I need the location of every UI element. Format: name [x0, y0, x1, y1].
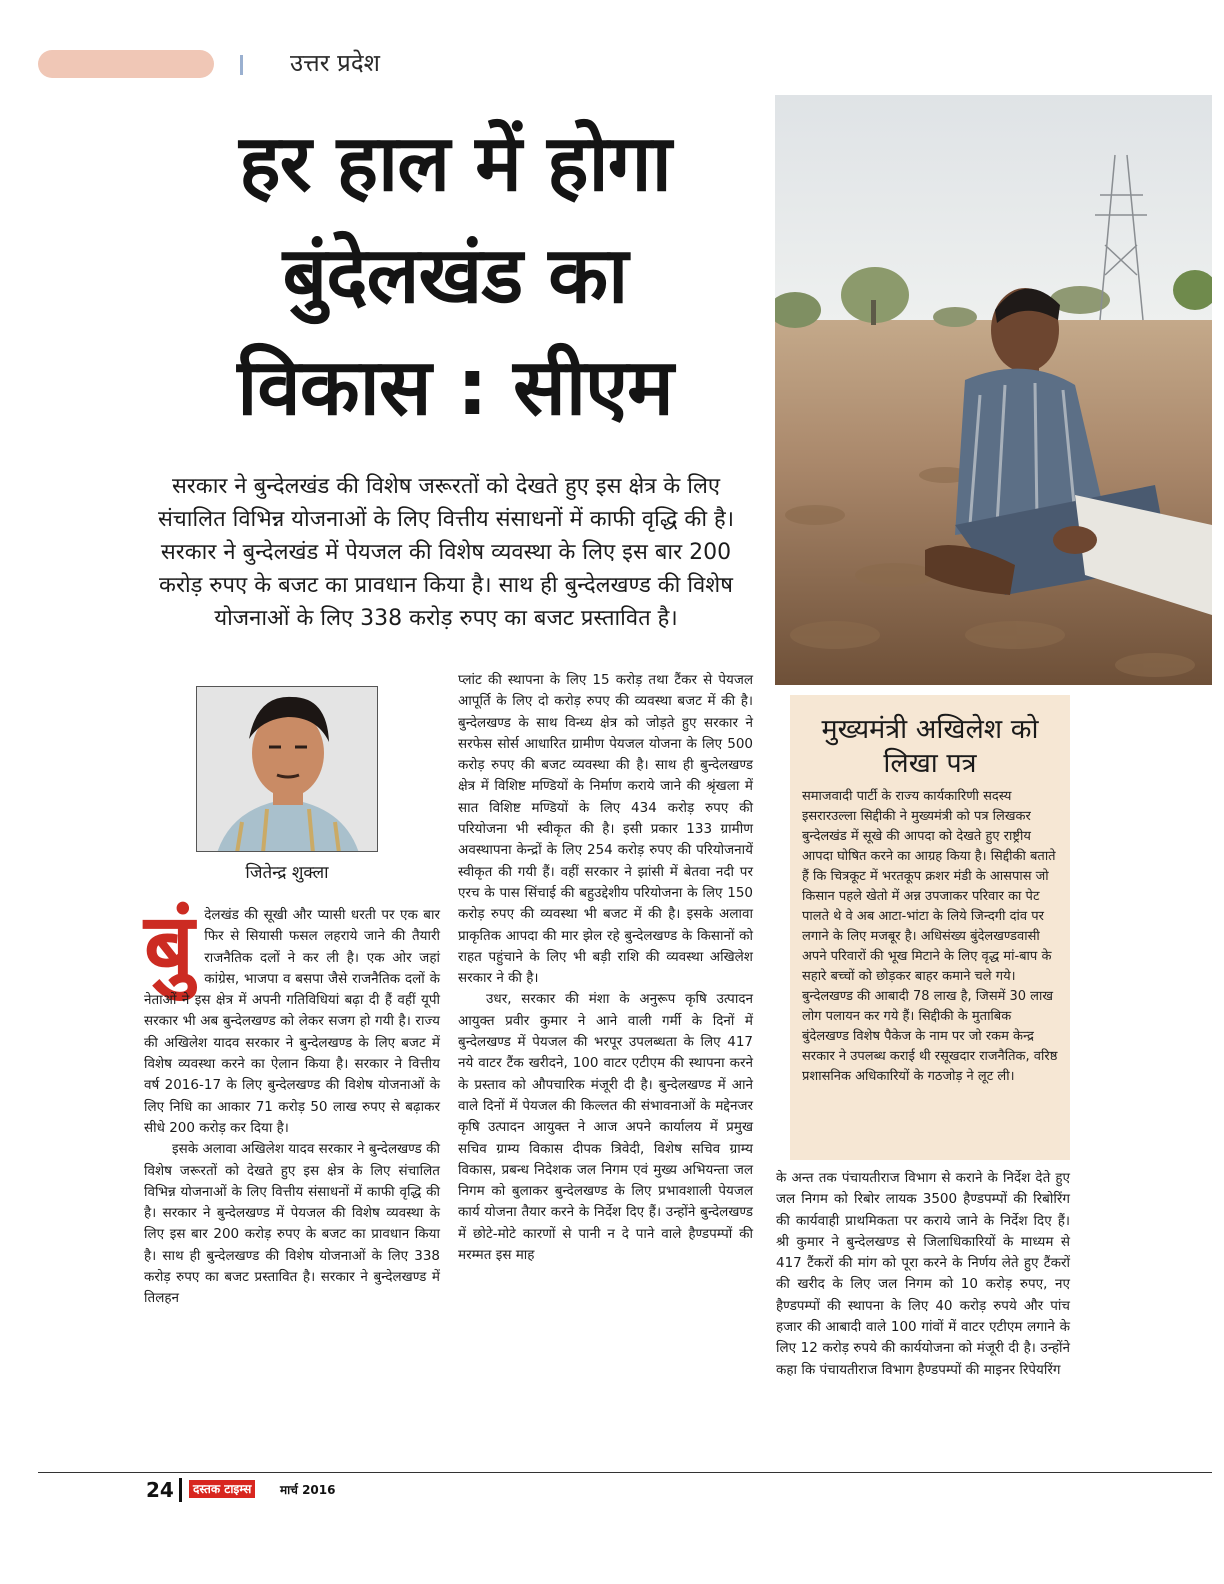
- headline: [140, 108, 770, 444]
- section-separator: [240, 55, 243, 75]
- sidebar-title: मुख्यमंत्री अखिलेश को लिखा पत्र: [821, 714, 1039, 779]
- headline-line-1: हर हाल में होगा: [239, 119, 671, 209]
- article-column-3: [776, 1168, 1070, 1381]
- drop-cap: बुं: [144, 894, 195, 997]
- article-paragraph: उधर, सरकार की मंशा के अनुरूप कृषि उत्पादन आयुक्त प्रवीर कुमार ने आने वाली गर्मी के दिनों में बुन्देलखण्ड में पेयजल की भरपूर उपलब्धता के लिए 417 नये वाटर टैंक खरीदने, 100 वाटर एटीएम की स्थापना करने के प्रस्ताव को औपचारिक मंजूरी दी है। बुन्देलखण्ड में आने वाले दिनों में पेयजल की किल्लत की संभावनाओं के मद्देनजर कृषि उत्पादन आयुक्त ने आज अपने कार्यालय में प्रमुख सचिव ग्राम्य विकास दीपक त्रिवेदी, विशेष सचिव ग्राम्य विकास, प्रबन्ध निदेशक जल निगम एवं मुख्य अभियन्ता जल निगम को बुलाकर बुन्देलखण्ड के लिए प्रभावशाली पेयजल कार्य योजना तैयार करने के निर्देश दिए हैं। उन्होंने बुन्देलखण्ड में छोटे-मोटे कारणों से पानी न दे पाने वाले हैण्डपम्पों की मरम्मत इस माह: [458, 991, 753, 1264]
- sidebar-box: [790, 695, 1070, 1160]
- footer-rule: [38, 1472, 1212, 1473]
- section-pill: [38, 50, 214, 78]
- article-paragraph: के अन्त तक पंचायतीराज विभाग से कराने के निर्देश देते हुए जल निगम को रिबोर लायक 3500 हैण्डपम्पों की रिबोरिंग की कार्यवाही प्राथमिकता पर कराये जाने के निर्देश दिए हैं। श्री कुमार ने बुन्देलखण्ड से जिलाधिकारियों के माध्यम से 417 टैंकरों की मांग को पूरा करने के निर्णय लेते हुए टैंकरों की खरीद के लिए जल निगम को 10 करोड़ रुपए, नए हैण्डपम्पों की स्थापना के लिए 40 करोड़ रुपये और पांच हजार की आबादी वाले 100 गांवों में वाटर एटीएम लगाने के लिए 12 करोड़ रुपये की कार्ययोजना को मंजूरी दी है। उन्होंने कहा कि पंचायतीराज विभाग हैण्डपम्पों की माइनर रिपेयरिंग: [776, 1170, 1070, 1378]
- sidebar-body: समाजवादी पार्टी के राज्य कार्यकारिणी सदस्य इसरारउल्ला सिद्दीकी ने मुख्यमंत्री को पत्र लिखकर बुन्देलखंड में सूखे की आपदा को देखते हुए राष्ट्रीय आपदा घोषित करने का आग्रह किया है। सिद्दीकी बताते हैं कि चित्रकूट में भरतकूप क्रशर मंडी के आसपास जो किसान पहले खेतो में अन्न उपजाकर परिवार का पेट पालते थे वे अब आटा-भांटा के लिये जिन्दगी दांव पर लगाने के लिए मजबूर है। अधिसंख्य बुंदेलखण्डवासी अपने परिवारों की भूख मिटाने के लिए वृद्ध मां-बाप के सहारे बच्चों को छोड़कर बाहर कमाने चले गये। बुन्देलखण्ड की आबादी 78 लाख है, जिसमें 30 लाख लोग पलायन कर गये हैं। सिद्दीकी के मुताबिक बुंदेलखण्ड विशेष पैकेज के नाम पर जो रकम केन्द्र सरकार ने उपलब्ध कराई थी रसूखदार राजनैतिक, वरिष्ठ प्रशासनिक अधिकारियों के गठजोड़ ने लूट ली।: [802, 789, 1058, 1084]
- author-name: जितेन्द्र शुक्ला: [245, 863, 329, 883]
- footer-divider: [179, 1478, 182, 1502]
- article-paragraph: इसके अलावा अखिलेश यादव सरकार ने बुन्देलखण्ड की विशेष जरूरतों को देखते हुए इस क्षेत्र के लिए संचालित विभिन्न योजनाओं के लिए वित्तीय संसाधनों में काफी वृद्धि की है। सरकार ने बुन्देलखण्ड में पेयजल की विशेष व्यवस्था के लिए इस बार 200 करोड़ रुपए के बजट का प्रावधान किया है। साथ ही बुन्देलखण्ड की विशेष योजनाओं के लिए 338 करोड़ रुपए का बजट प्रस्तावित है। सरकार ने बुन्देलखण्ड में तिलहन: [144, 1141, 440, 1307]
- article-paragraph: प्लांट की स्थापना के लिए 15 करोड़ तथा टैंकर से पेयजल आपूर्ति के लिए दो करोड़ रुपए की व्यवस्था बजट में की है। बुन्देलखण्ड के साथ विन्ध्य क्षेत्र को जोड़ते हुए सरकार ने सरफेस सोर्स आधारित ग्रामीण पेयजल योजना के लिए 500 करोड़ रुपए की बजट व्यवस्था की है। साथ ही बुन्देलखण्ड क्षेत्र में विशिष्ट मण्डियों के निर्माण कराये जाने की श्रृंखला में सात विशिष्ट मण्डियों के लिए 434 करोड़ रुपए की परियोजना भी स्वीकृत की है। इसी प्रकार 133 ग्रामीण अवस्थापना केन्द्रों के लिए 254 करोड़ रुपए की परियोजनायें स्वीकृत की गयी हैं। वहीं सरकार ने झांसी में बेतवा नदी पर एरच के पास सिंचाई की बहुउद्देशीय परियोजना के लिए 150 करोड़ रुपए की व्यवस्था भी बजट में की है। इसके अलावा प्राकृतिक आपदा की मार झेल रहे बुन्देलखण्ड के किसानों को राहत पहुंचाने के लिए भी बड़ी राशि की व्यवस्था अखिलेश सरकार ने की है।: [458, 672, 753, 987]
- article-column-1: [144, 894, 440, 1310]
- issue-date: मार्च 2016: [280, 1483, 336, 1497]
- headline-line-3: विकास : सीएम: [237, 343, 673, 433]
- article-deck: सरकार ने बुन्देलखंड की विशेष जरूरतों को देखते हुए इस क्षेत्र के लिए संचालित विभिन्न योजनाओं के लिए वित्तीय संसाधनों में काफी वृद्धि की है। सरकार ने बुन्देलखंड में पेयजल की विशेष व्यवस्था के लिए इस बार 200 करोड़ रुपए के बजट का प्रावधान किया है। साथ ही बुन्देलखण्ड की विशेष योजनाओं के लिए 338 करोड़ रुपए का बजट प्रस्तावित है।: [157, 474, 735, 631]
- author-photo: [196, 686, 378, 852]
- magazine-logo: दस्तक टाइम्स: [189, 1480, 255, 1498]
- farmer-photo: [775, 95, 1212, 685]
- page-number: 24: [146, 1478, 174, 1502]
- article-column-2: [458, 670, 753, 1266]
- article-paragraph: देलखंड की सूखी और प्यासी धरती पर एक बार फिर से सियासी फसल लहराये जाने की तैयारी राजनैतिक दलों ने कर ली है। एक ओर जहां कांग्रेस, भाजपा व बसपा जैसे राजनैतिक दलों के नेताओं ने इस क्षेत्र में अपनी गतिविधियां बढ़ा दी हैं वहीं यूपी सरकार भी अब बुन्देलखण्ड को लेकर सजग हो गयी है। राज्य की अखिलेश यादव सरकार ने बुन्देलखण्ड के लिए बजट में विशेष व्यवस्था करने का ऐलान किया है। सरकार ने वित्तीय वर्ष 2016-17 के लिए बुन्देलखण्ड की विशेष योजनाओं के लिए निधि का आकार 71 करोड़ 50 लाख रुपए से बढ़ाकर सीधे 200 करोड़ कर दिया है।: [144, 907, 440, 1136]
- section-label: उत्तर प्रदेश: [290, 49, 380, 77]
- headline-line-2: बुंदेलखंड का: [282, 231, 628, 321]
